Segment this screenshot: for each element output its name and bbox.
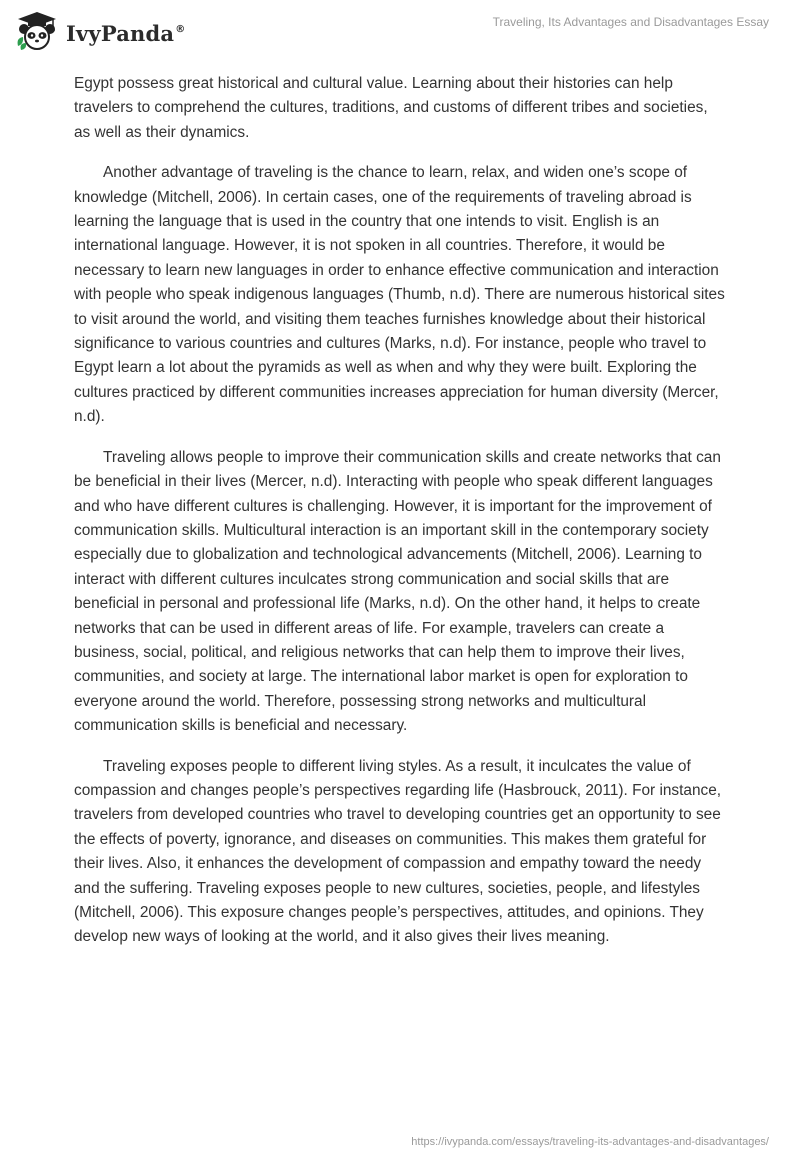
paragraph: Traveling allows people to improve their communication skills and create networks that can be beneficial in their lives (Mercer, n.d). Interacting with people who speak different languages and who have different cultures is challenging. However, it is important for the improvement of communication skills. Multicultural interaction is an important skill in the contemporary society especially due to globalization and technological advancements (Mitchell, 2006). Learning to interact with different cultures inculcates strong communication and social skills that are beneficial in personal and professional life (Marks, n.d). On the other hand, it helps to create networks that can be used in different areas of life. For example, travelers can create a business, social, political, and religious networks that can help them to improve their lives, communities, and society at large. The international labor market is open for exploration to everyone around the world. Therefore, possessing strong networks and multicultural communication skills is beneficial and necessary. <box>74 448 721 735</box>
source-url[interactable]: https://ivypanda.com/essays/traveling-its-advantages-and-disadvantages/ <box>411 1136 769 1148</box>
panda-graduate-icon <box>14 10 60 52</box>
paragraph: Another advantage of traveling is the chance to learn, relax, and widen one’s scope of knowledge (Mitchell, 2006). In certain cases, one of the requirements of traveling abroad is learning the language that is used in the country that one intends to visit. English is an international language. However, it is not spoken in all countries. Therefore, it would be necessary to learn new languages in order to enhance effective communication and interaction with people who speak indigenous languages (Thumb, n.d). There are numerous historical sites to visit around the world, and visiting them teaches furnishes knowledge about their historical significance to various countries and cultures (Marks, n.d). For instance, people who travel to Egypt learn a lot about the pyramids as well as when and why they were built. Exploring the cultures practiced by different communities increases appreciation for human diversity (Mercer, n.d). <box>74 164 725 426</box>
page-header <box>0 0 800 64</box>
ivypanda-logo[interactable] <box>14 10 185 52</box>
brand-name: IvyPanda® <box>66 20 186 46</box>
essay-body <box>74 72 726 966</box>
paragraph: Egypt possess great historical and cultural value. Learning about their histories can help travelers to comprehend the cultures, traditions, and customs of different tribes and societies, as well as their dynamics. <box>74 75 708 141</box>
paragraph: Traveling exposes people to different living styles. As a result, it inculcates the value of compassion and changes people’s perspectives regarding life (Hasbrouck, 2011). For instance, travelers from developed countries who travel to developing countries get an opportunity to see the effects of poverty, ignorance, and diseases on communities. This makes them grateful for their lives. Also, it enhances the development of compassion and empathy toward the needy and the suffering. Traveling exposes people to new cultures, societies, people, and lifestyles (Mitchell, 2006). This exposure changes people’s perspectives, attitudes, and opinions. They develop new ways of looking at the world, and it also gives their lives meaning. <box>74 757 722 946</box>
document-title: Traveling, Its Advantages and Disadvantages Essay <box>492 15 769 29</box>
